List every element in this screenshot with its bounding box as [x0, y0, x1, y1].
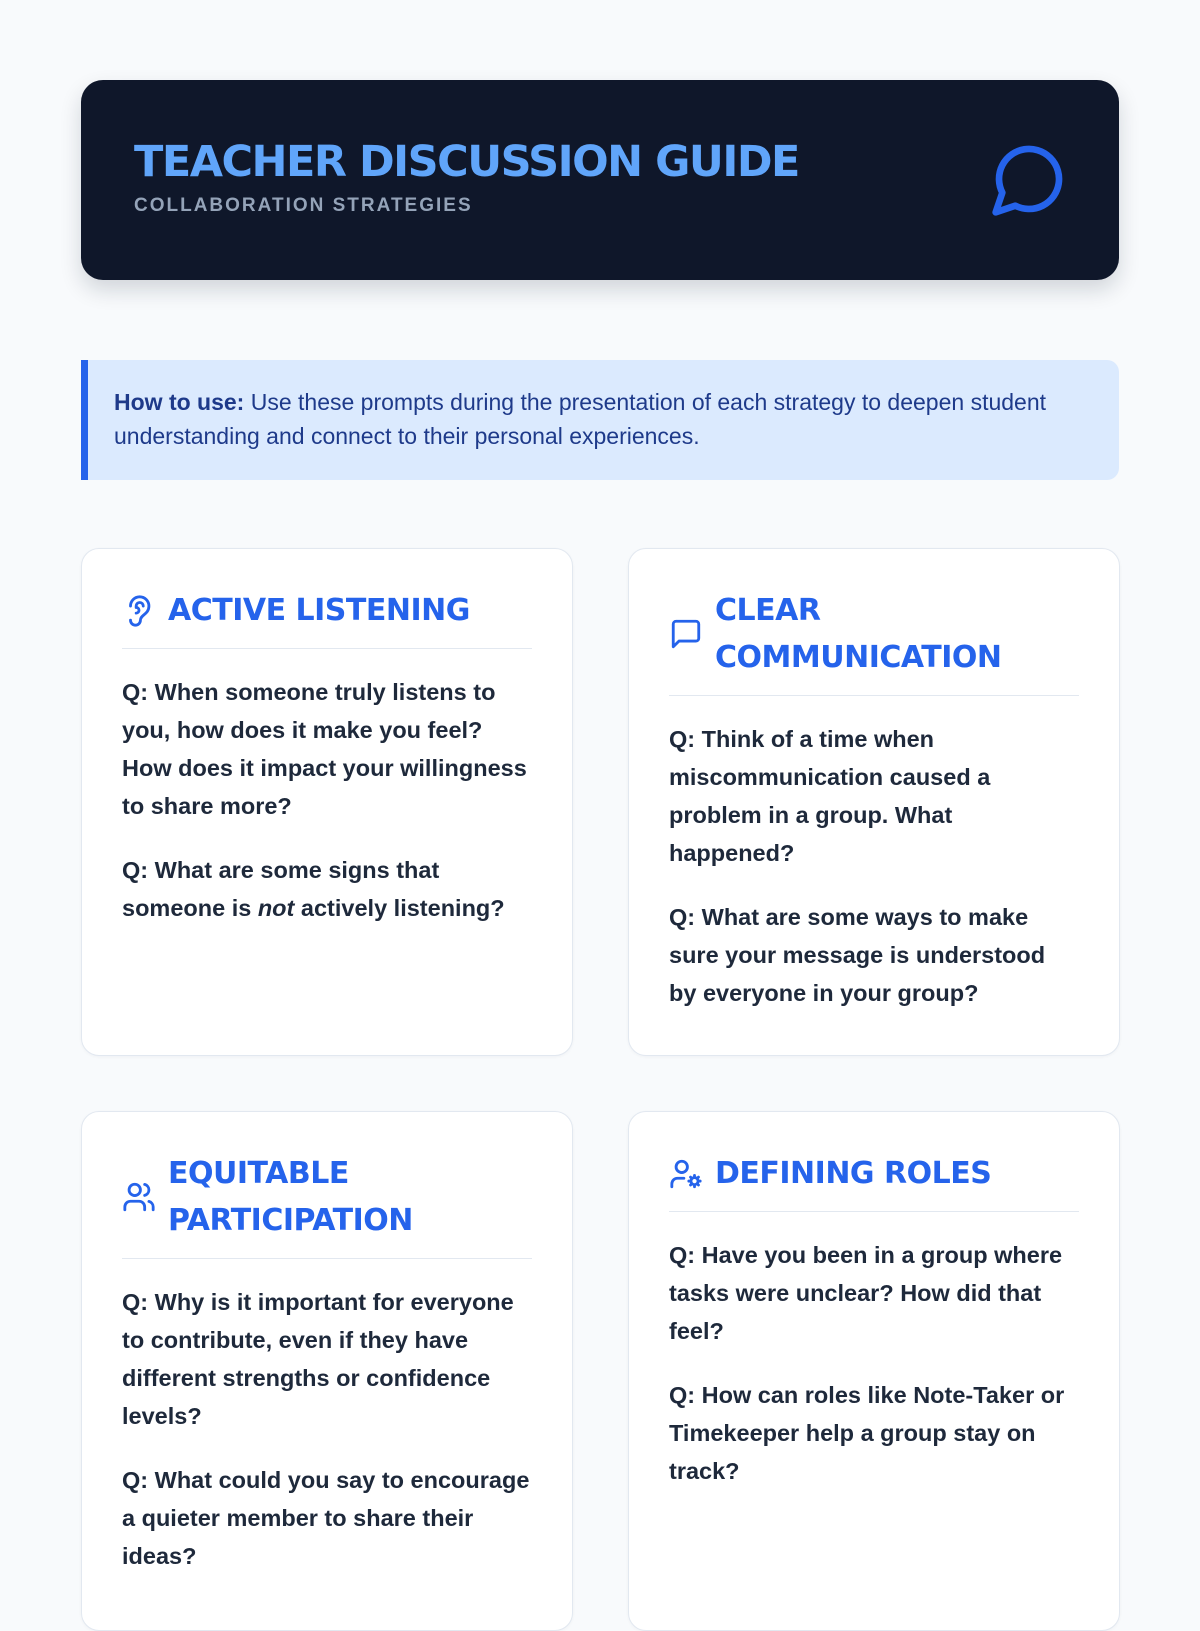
page-header — [81, 80, 1119, 280]
discussion-question: Q: When someone truly listens to you, how does it make you feel? How does it impact your willingness to share more? — [122, 679, 527, 819]
callout-label: How to use: — [114, 389, 245, 415]
emphasis-word: not — [257, 895, 295, 921]
discussion-question: Q: What could you say to encourage a quieter member to share their ideas? — [122, 1467, 530, 1569]
card-header — [122, 587, 532, 649]
card-title: ACTIVE LISTENING — [168, 593, 470, 628]
message-square-icon — [669, 617, 703, 651]
discussion-question: Q: How can roles like Note-Taker or Timekeeper help a group stay on track? — [669, 1382, 1065, 1484]
card-title: DEFINING ROLES — [715, 1156, 992, 1191]
strategy-card-clear-communication — [628, 548, 1120, 1056]
callout-text: Use these prompts during the presentation of each strategy to deepen student understanding and connect to their personal experiences. — [114, 389, 1047, 449]
how-to-use-callout — [81, 360, 1119, 480]
ear-icon — [122, 594, 156, 628]
card-header — [122, 1150, 532, 1259]
discussion-question: Q: What are some ways to make sure your message is understood by everyone in your group? — [669, 904, 1046, 1006]
users-icon — [122, 1180, 156, 1214]
card-title: EQUITABLE PARTICIPATION — [168, 1156, 413, 1238]
discussion-question: Q: Why is it important for everyone to contribute, even if they have different strengths or confidence levels? — [122, 1289, 514, 1429]
strategy-card-active-listening — [81, 548, 573, 1056]
card-header — [669, 1150, 1079, 1212]
discussion-question: Q: Have you been in a group where tasks were unclear? How did that feel? — [669, 1242, 1063, 1344]
card-title: CLEAR COMMUNICATION — [715, 593, 1002, 675]
page-title: TEACHER DISCUSSION GUIDE — [134, 137, 799, 187]
discussion-question-emphasis: Q: What are some signs that someone is not actively listening? — [122, 857, 505, 921]
strategy-card-defining-roles — [628, 1111, 1120, 1631]
user-cog-icon — [669, 1157, 703, 1191]
speech-bubble-icon — [989, 139, 1069, 219]
card-header — [669, 587, 1079, 696]
strategy-card-equitable-participation — [81, 1111, 573, 1631]
discussion-question: Q: Think of a time when miscommunication caused a problem in a group. What happened? — [669, 726, 991, 866]
page-subtitle: COLLABORATION STRATEGIES — [134, 195, 473, 216]
